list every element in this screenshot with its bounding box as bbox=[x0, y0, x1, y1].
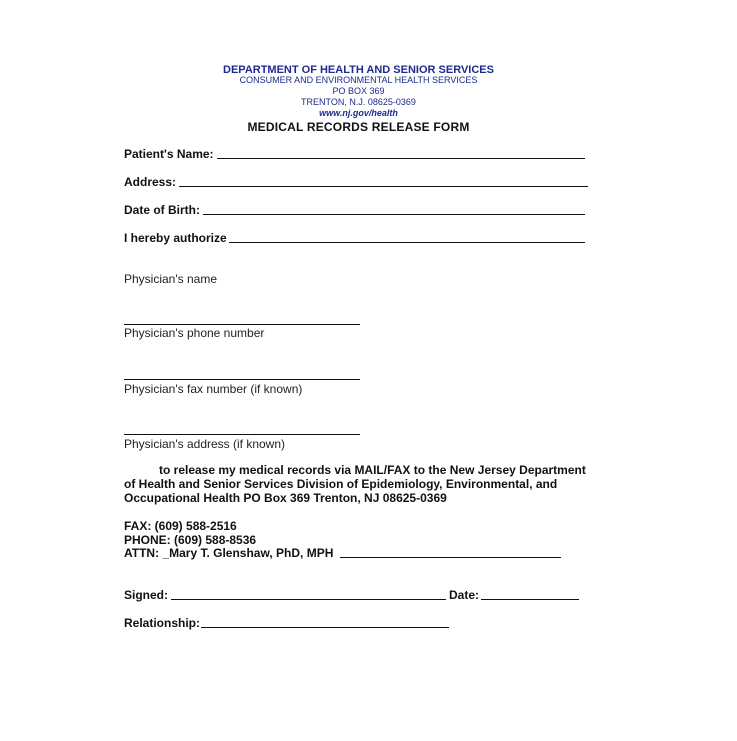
city-address: TRENTON, N.J. 08625-0369 bbox=[301, 97, 416, 107]
attn-field[interactable] bbox=[340, 557, 561, 558]
fax-number: FAX: (609) 588-2516 bbox=[124, 519, 237, 533]
signature-field[interactable] bbox=[171, 599, 446, 600]
address-label: Address: bbox=[124, 175, 177, 189]
release-line-3: Occupational Health PO Box 369 Trenton, NJ 08625-0369 bbox=[124, 491, 447, 505]
dob-label: Date of Birth: bbox=[124, 203, 200, 217]
po-box: PO BOX 369 bbox=[332, 86, 385, 96]
phone-number: PHONE: (609) 588-8536 bbox=[124, 533, 257, 547]
authorize-field[interactable] bbox=[229, 242, 585, 243]
patient-name-label: Patient's Name: bbox=[124, 147, 214, 161]
form-title: MEDICAL RECORDS RELEASE FORM bbox=[247, 120, 470, 134]
authorize-label: I hereby authorize bbox=[124, 231, 227, 245]
patient-name-field[interactable] bbox=[217, 158, 585, 159]
website-link: www.nj.gov/health bbox=[319, 108, 398, 118]
signed-label: Signed: bbox=[124, 588, 168, 602]
address-field[interactable] bbox=[179, 186, 588, 187]
contact-block bbox=[124, 519, 604, 547]
relationship-label: Relationship: bbox=[124, 616, 201, 630]
physician-fax-field[interactable] bbox=[124, 434, 360, 435]
release-line-1: to release my medical records via MAIL/FAX to the New Jersey Department bbox=[159, 463, 586, 477]
physician-name-label: Physician's name bbox=[124, 272, 217, 286]
physician-address-label: Physician's address (if known) bbox=[124, 437, 286, 451]
physician-phone-field[interactable] bbox=[124, 379, 360, 380]
date-field[interactable] bbox=[481, 599, 579, 600]
attn-line: ATTN: _Mary T. Glenshaw, PhD, MPH bbox=[124, 546, 334, 560]
physician-fax-label: Physician's fax number (if known) bbox=[124, 382, 303, 396]
department-name: DEPARTMENT OF HEALTH AND SENIOR SERVICES bbox=[223, 64, 494, 76]
physician-phone-label: Physician's phone number bbox=[124, 326, 265, 340]
release-line-2: of Health and Senior Services Division of Epidemiology, Environmental, and bbox=[124, 477, 558, 491]
dob-field[interactable] bbox=[203, 214, 585, 215]
release-paragraph bbox=[124, 463, 604, 505]
date-label: Date: bbox=[449, 588, 480, 602]
physician-name-field[interactable] bbox=[124, 324, 360, 325]
division-name: CONSUMER AND ENVIRONMENTAL HEALTH SERVICES bbox=[239, 75, 478, 85]
relationship-field[interactable] bbox=[201, 627, 449, 628]
